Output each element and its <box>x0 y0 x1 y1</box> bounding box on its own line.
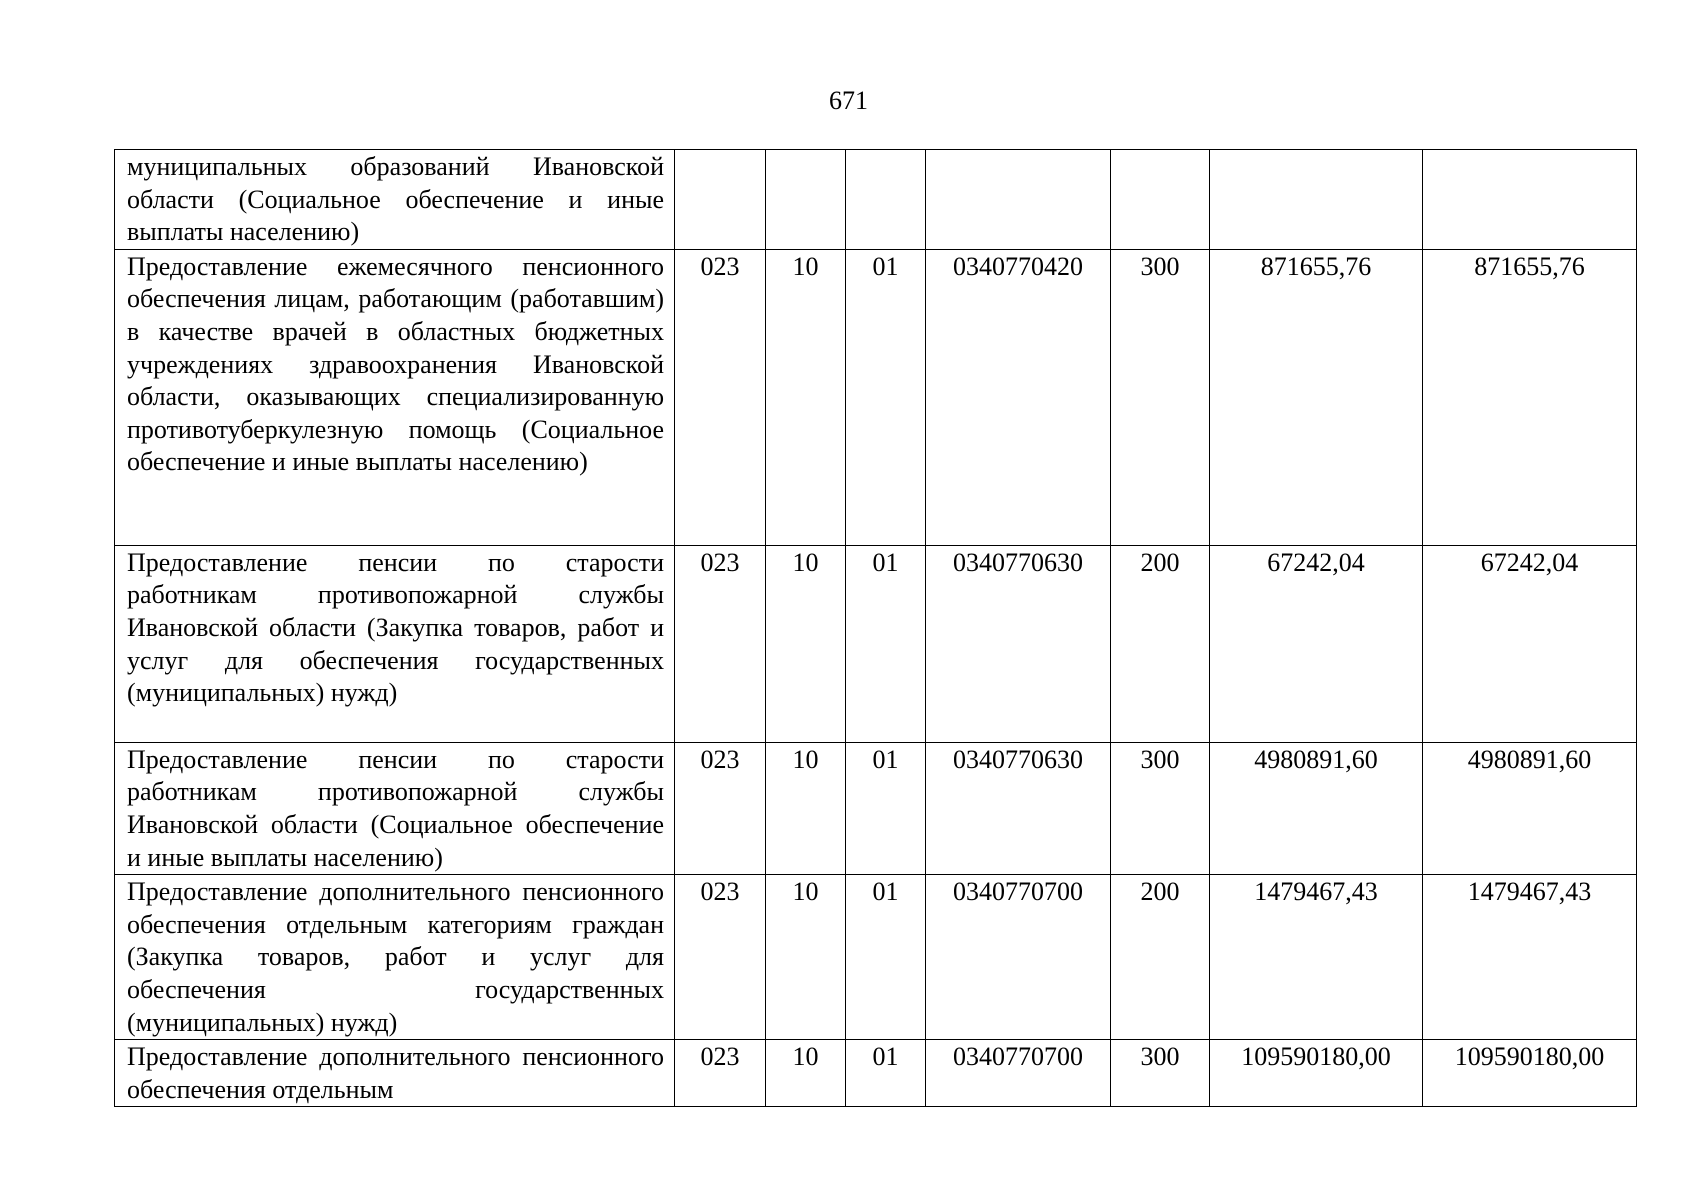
table-row <box>115 742 1637 874</box>
section-code: 10 <box>766 875 846 1040</box>
admin-code: 023 <box>675 742 766 874</box>
amount-cell: 1479467,43 <box>1210 875 1423 1040</box>
page-number: 671 <box>829 86 868 115</box>
amount-cell: 871655,76 <box>1210 249 1423 545</box>
section-code: 10 <box>766 249 846 545</box>
budget-table <box>114 149 1637 1107</box>
section-code: 10 <box>766 1040 846 1107</box>
section-code: 10 <box>766 545 846 742</box>
expense-type-code: 300 <box>1111 742 1210 874</box>
target-article-code <box>926 150 1111 250</box>
row-description: Предоставление пенсии по старости работникам противопожарной службы Ивановской области (Закупка товаров, работ и услуг для обеспечения государственных (муниципальных) нужд) <box>115 545 675 742</box>
target-article-code: 0340770420 <box>926 249 1111 545</box>
subsection-code <box>846 150 926 250</box>
target-article-code: 0340770700 <box>926 875 1111 1040</box>
amount-cell <box>1423 150 1637 250</box>
subsection-code: 01 <box>846 875 926 1040</box>
subsection-code: 01 <box>846 742 926 874</box>
amount-cell: 109590180,00 <box>1423 1040 1637 1107</box>
amount-cell: 871655,76 <box>1423 249 1637 545</box>
admin-code <box>675 150 766 250</box>
amount-cell <box>1210 150 1423 250</box>
amount-cell: 109590180,00 <box>1210 1040 1423 1107</box>
admin-code: 023 <box>675 875 766 1040</box>
section-code: 10 <box>766 742 846 874</box>
admin-code: 023 <box>675 249 766 545</box>
subsection-code: 01 <box>846 249 926 545</box>
expense-type-code: 200 <box>1111 875 1210 1040</box>
target-article-code: 0340770630 <box>926 742 1111 874</box>
table-row <box>115 545 1637 742</box>
amount-cell: 4980891,60 <box>1423 742 1637 874</box>
row-description: Предоставление ежемесячного пенсионного обеспечения лицам, работающим (работавшим) в качестве врачей в областных бюджетных учреждениях здравоохранения Ивановской области, оказывающих специализированную противотуберкулезную помощь (Социальное обеспечение и иные выплаты населению) <box>115 249 675 545</box>
amount-cell: 4980891,60 <box>1210 742 1423 874</box>
admin-code: 023 <box>675 545 766 742</box>
expense-type-code: 200 <box>1111 545 1210 742</box>
target-article-code: 0340770630 <box>926 545 1111 742</box>
expense-type-code: 300 <box>1111 249 1210 545</box>
expense-type-code <box>1111 150 1210 250</box>
target-article-code: 0340770700 <box>926 1040 1111 1107</box>
amount-cell: 1479467,43 <box>1423 875 1637 1040</box>
table-row <box>115 875 1637 1040</box>
table-row <box>115 249 1637 545</box>
row-description: Предоставление дополнительного пенсионного обеспечения отдельным категориям граждан (Закупка товаров, работ и услуг для обеспечения государственных (муниципальных) нужд) <box>115 875 675 1040</box>
subsection-code: 01 <box>846 545 926 742</box>
amount-cell: 67242,04 <box>1423 545 1637 742</box>
table-row <box>115 1040 1637 1107</box>
expense-type-code: 300 <box>1111 1040 1210 1107</box>
row-description: Предоставление пенсии по старости работникам противопожарной службы Ивановской области (Социальное обеспечение и иные выплаты населению) <box>115 742 675 874</box>
subsection-code: 01 <box>846 1040 926 1107</box>
amount-cell: 67242,04 <box>1210 545 1423 742</box>
admin-code: 023 <box>675 1040 766 1107</box>
table-row <box>115 150 1637 250</box>
row-description: муниципальных образований Ивановской области (Социальное обеспечение и иные выплаты населению) <box>115 150 675 250</box>
row-description: Предоставление дополнительного пенсионного обеспечения отдельным <box>115 1040 675 1107</box>
section-code <box>766 150 846 250</box>
